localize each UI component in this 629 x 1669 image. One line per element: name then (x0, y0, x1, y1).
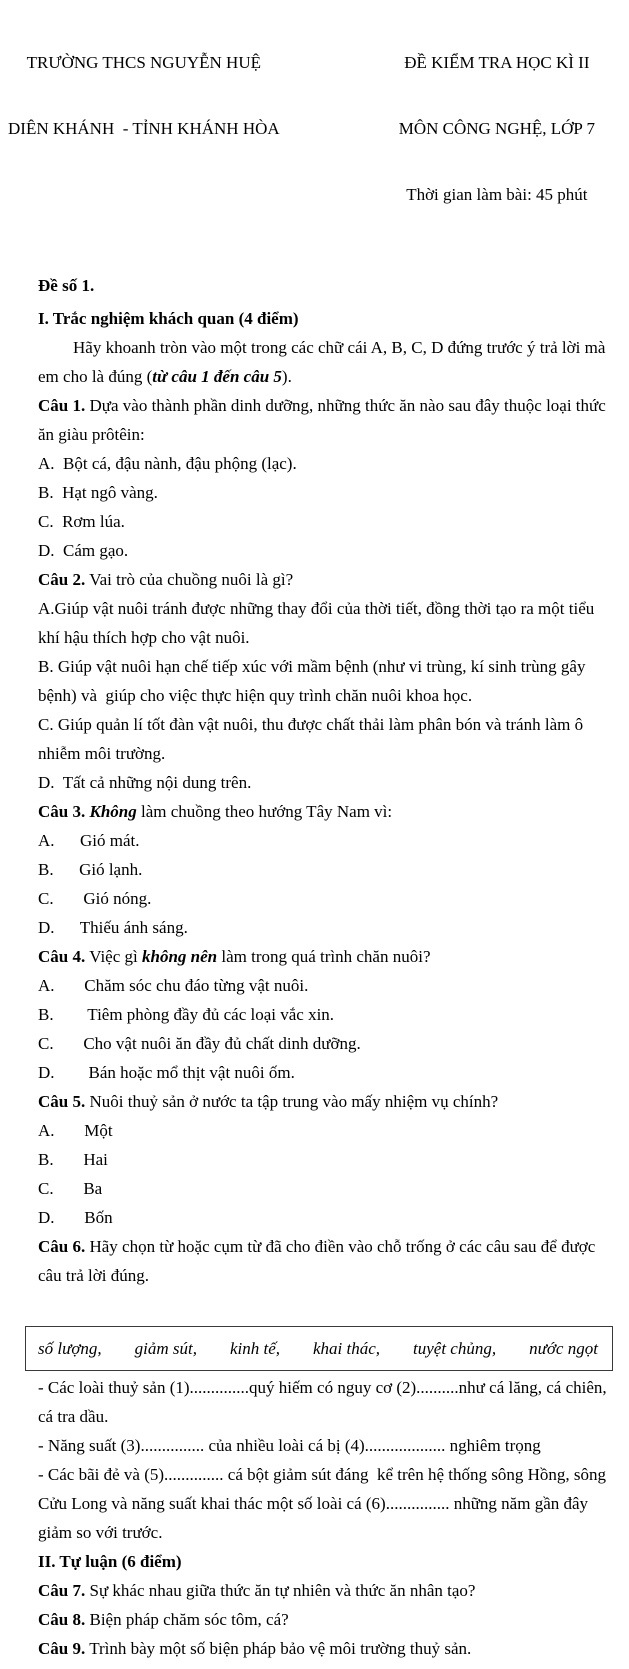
fill-line: - Năng suất (3)............... của nhiều loài cá bị (4)................... nghiêm trọng (38, 1436, 541, 1455)
exam-set-title: Đề số 1. (38, 276, 95, 295)
question-2: Câu 2. Vai trò của chuồng nuôi là gì? (38, 570, 294, 589)
word-bank-item: khai thác, (312, 1339, 381, 1358)
school-district: DIÊN KHÁNH - TỈNH KHÁNH HÒA (8, 119, 280, 138)
section-2-title: II. Tự luận (6 điểm) (38, 1552, 182, 1571)
school-block (8, 8, 280, 184)
option: D. Thiếu ánh sáng. (38, 918, 188, 937)
option: A. Bột cá, đậu nành, đậu phộng (lạc). (38, 454, 297, 473)
exam-title-block (399, 8, 595, 250)
option: A. Gió mát. (38, 831, 140, 850)
question-5-options (38, 1116, 612, 1232)
option: B. Tiêm phòng đầy đủ các loại vắc xin. (38, 1005, 335, 1024)
fill-line: - Các bãi đẻ và (5).............. cá bột giảm sút đáng kể trên hệ thống sông Hồng, sông Cửu Long và năng suất khai thác một số loài cá (6)............... những năm gần đây giảm so với trước. (38, 1465, 611, 1542)
question-3: Câu 3. Không làm chuồng theo hướng Tây Nam vì: (38, 802, 393, 821)
question-3-options (38, 826, 612, 942)
fill-line: - Các loài thuỷ sản (1)..............quý hiếm có nguy cơ (2)..........như cá lăng, cá chiên, cá tra dầu. (38, 1378, 611, 1426)
option: B. Gió lạnh. (38, 860, 143, 879)
exam-title: ĐỀ KIỂM TRA HỌC KÌ II (404, 53, 590, 72)
instructions: Hãy khoanh tròn vào một trong các chữ cái A, B, C, D đứng trước ý trả lời mà em cho là đúng (từ câu 1 đến câu 5). (38, 338, 610, 386)
option: B. Giúp vật nuôi hạn chế tiếp xúc với mầm bệnh (như vi trùng, kí sinh trùng gây bệnh) và giúp cho việc thực hiện quy trình chăn nuôi khoa học. (38, 657, 590, 705)
exam-duration: Thời gian làm bài: 45 phút (406, 185, 588, 204)
option: B. Hai (38, 1150, 108, 1169)
question-9: Câu 9. Trình bày một số biện pháp bảo vệ môi trường thuỷ sản. (38, 1639, 472, 1658)
question-6-fill-lines (38, 1373, 612, 1547)
question-1-options (38, 449, 612, 565)
question-1: Câu 1. Dựa vào thành phần dinh dưỡng, những thức ăn nào sau đây thuộc loại thức ăn giàu prôtêin: (38, 396, 611, 444)
word-bank-box (25, 1326, 613, 1371)
word-bank-item: kinh tế, (229, 1339, 281, 1358)
option: C. Gió nóng. (38, 889, 152, 908)
question-7: Câu 7. Sự khác nhau giữa thức ăn tự nhiên và thức ăn nhân tạo? (38, 1581, 476, 1600)
exam-subject: MÔN CÔNG NGHỆ, LỚP 7 (398, 119, 595, 138)
word-bank-item: số lượng, (38, 1339, 102, 1358)
option: C. Cho vật nuôi ăn đầy đủ chất dinh dưỡng. (38, 1034, 361, 1053)
option: A. Chăm sóc chu đáo từng vật nuôi. (38, 976, 309, 995)
option: D. Tất cả những nội dung trên. (38, 773, 252, 792)
option: D. Cám gạo. (38, 541, 129, 560)
word-bank-item: nước ngọt (529, 1339, 598, 1358)
option: D. Bốn (38, 1208, 113, 1227)
option: D. Bán hoặc mổ thịt vật nuôi ốm. (38, 1063, 295, 1082)
option: B. Hạt ngô vàng. (38, 483, 158, 502)
exam-body (0, 271, 629, 1669)
option: C. Giúp quản lí tốt đàn vật nuôi, thu được chất thải làm phân bón và tránh làm ô nhiễm môi trường. (38, 715, 588, 763)
word-bank-item: giảm sút, (134, 1339, 197, 1358)
option: C. Rơm lúa. (38, 512, 125, 531)
word-bank-item: tuyệt chủng, (413, 1339, 497, 1358)
question-5: Câu 5. Nuôi thuỷ sản ở nước ta tập trung vào mấy nhiệm vụ chính? (38, 1092, 499, 1111)
school-name: TRƯỜNG THCS NGUYỄN HUỆ (26, 53, 261, 72)
option: C. Ba (38, 1179, 103, 1198)
question-4-options (38, 971, 612, 1087)
question-4: Câu 4. Việc gì không nên làm trong quá trình chăn nuôi? (38, 947, 431, 966)
section-1-title: I. Trắc nghiệm khách quan (4 điểm) (38, 309, 299, 328)
question-2-options (38, 594, 612, 797)
option: A.Giúp vật nuôi tránh được những thay đổi của thời tiết, đồng thời tạo ra một tiểu khí hậu thích hợp cho vật nuôi. (38, 599, 599, 647)
document-header (0, 8, 629, 250)
question-8: Câu 8. Biện pháp chăm sóc tôm, cá? (38, 1610, 289, 1629)
option: A. Một (38, 1121, 113, 1140)
question-6: Câu 6. Hãy chọn từ hoặc cụm từ đã cho điền vào chỗ trống ở các câu sau để được câu trả lời đúng. (38, 1237, 600, 1285)
